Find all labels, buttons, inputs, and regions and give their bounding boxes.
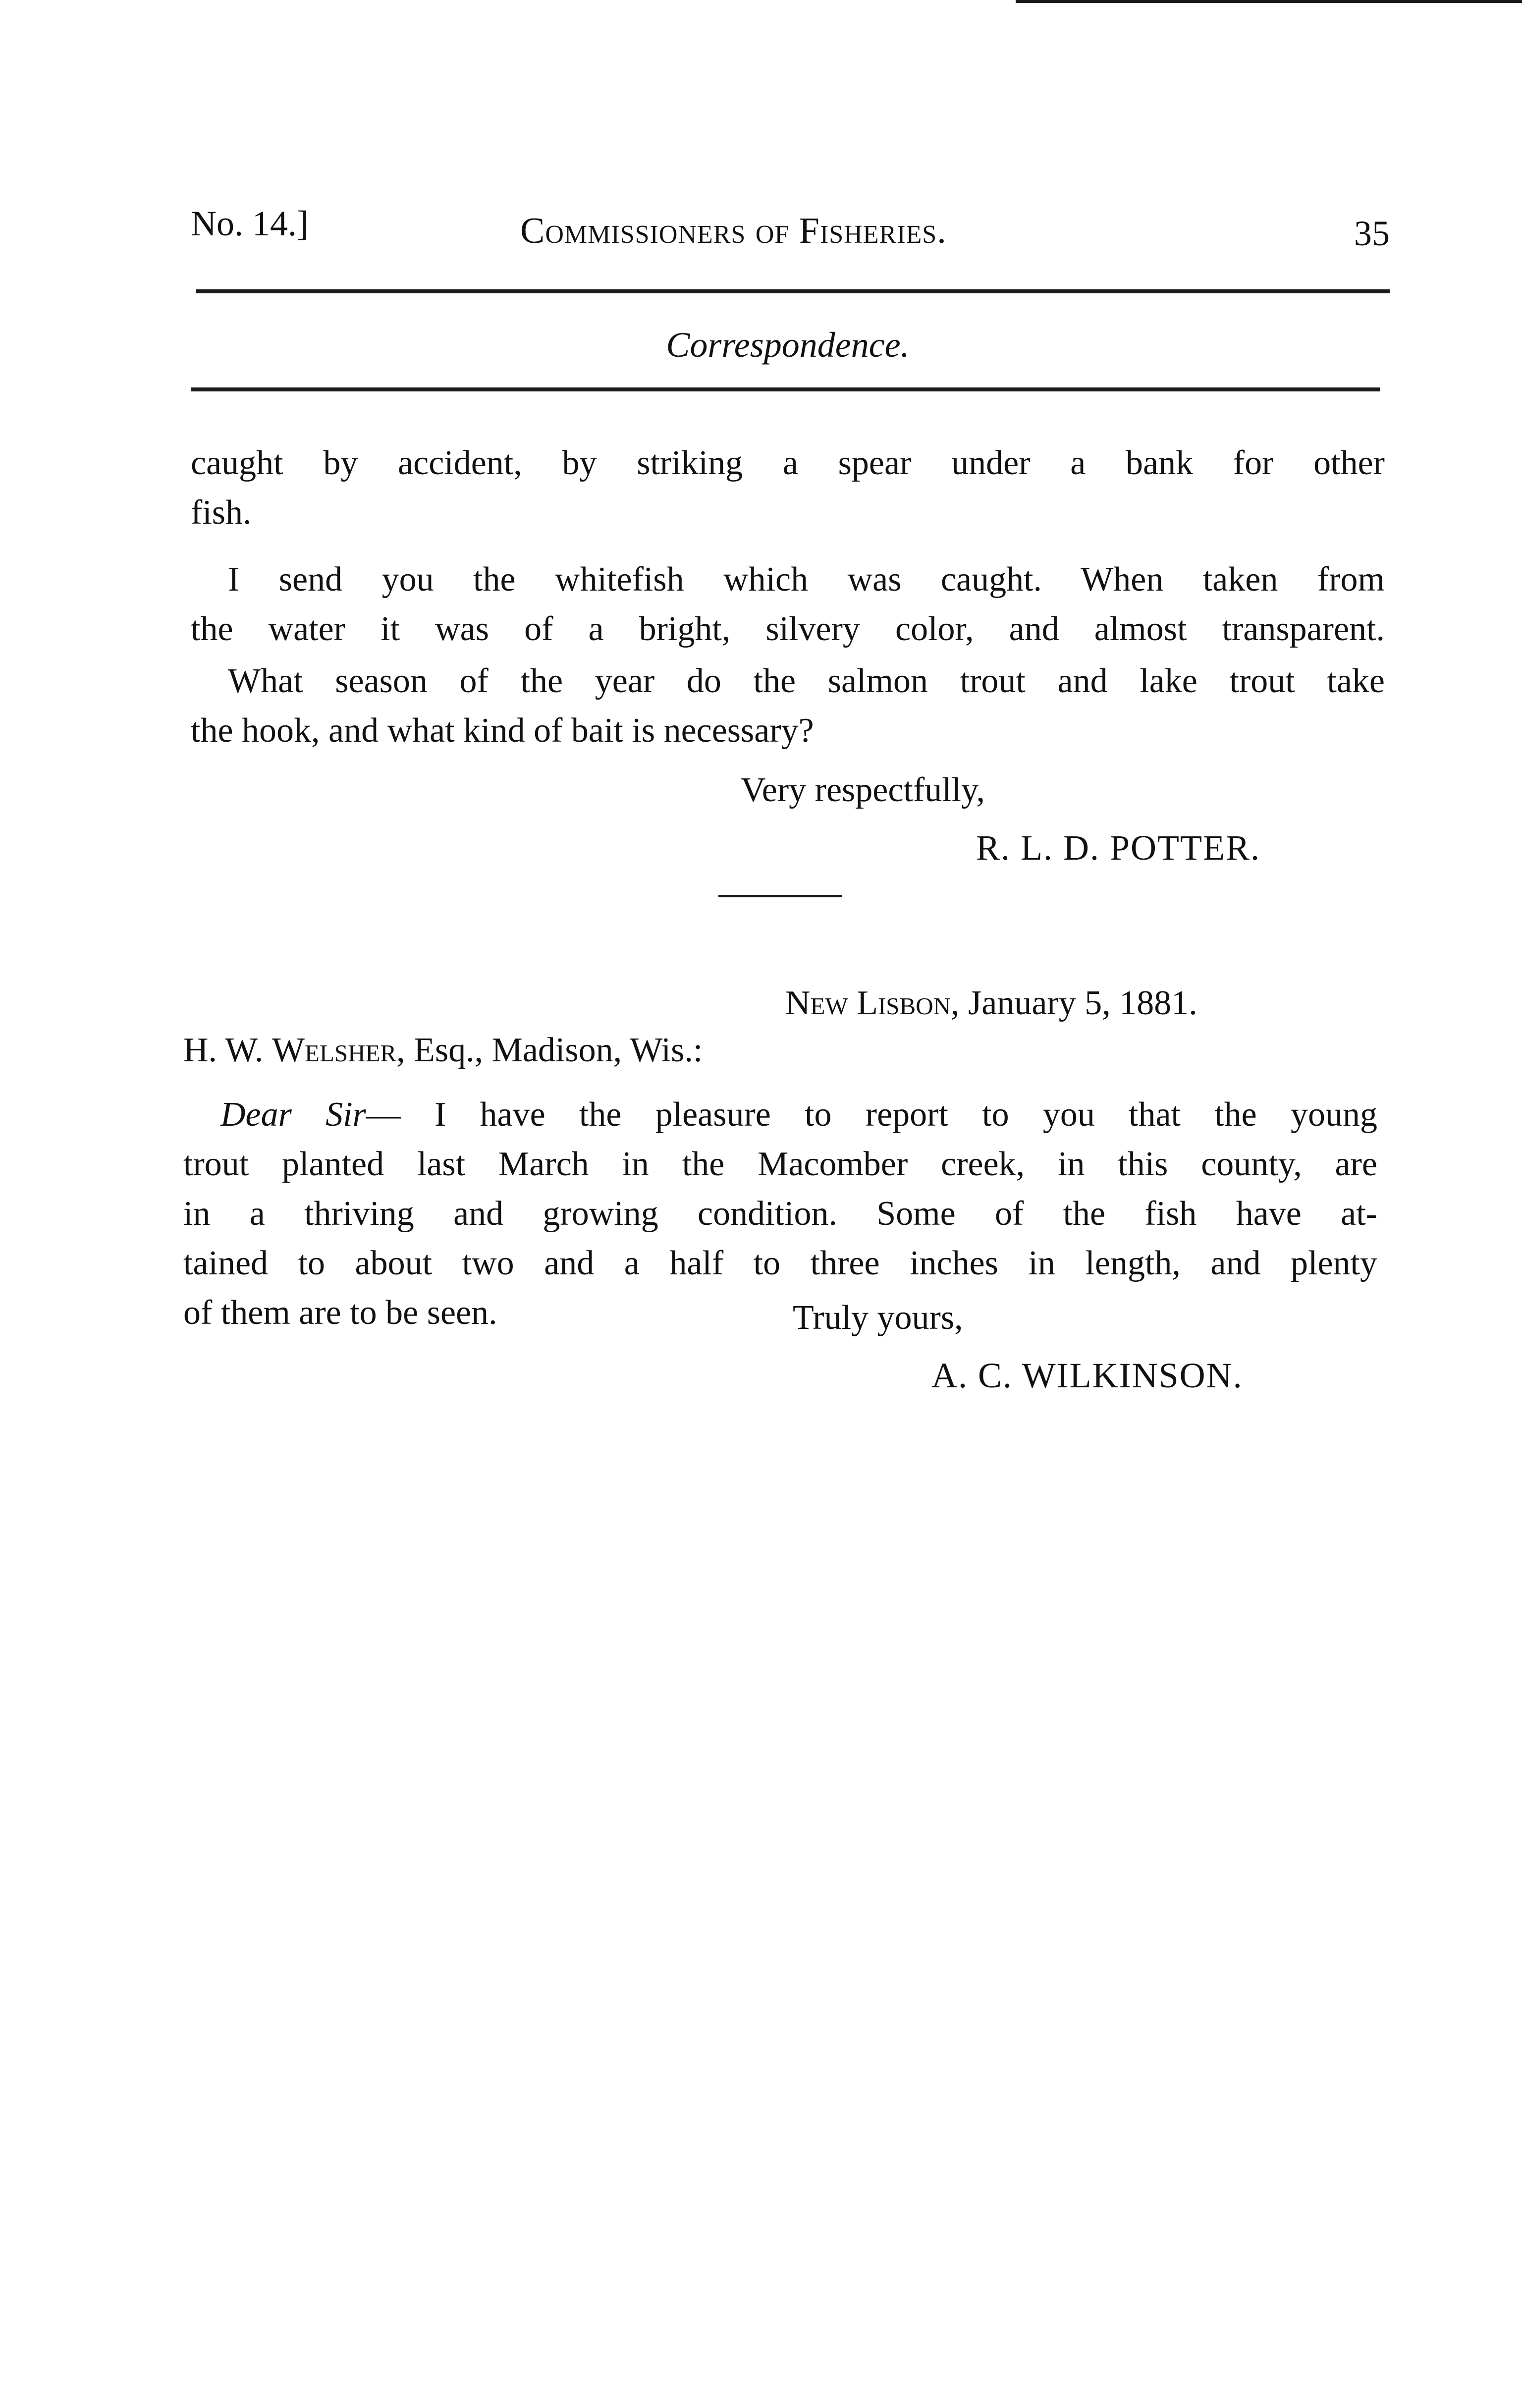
letter2-line-5: of them are to be seen. — [183, 1294, 497, 1332]
header-rule-bottom — [191, 387, 1380, 391]
page-header — [191, 203, 1390, 258]
addressee-rest: , Esq., Madison, Wis.: — [396, 1031, 703, 1069]
letter2-closing: Truly yours, — [793, 1299, 963, 1337]
letter2-line-2: trout planted last March in the Macomber creek, in this county, are — [183, 1145, 1377, 1183]
letter2-line-3: in a thriving and growing condition. Some of the fish have at- — [183, 1195, 1377, 1233]
letter2-line-1 — [220, 1090, 1377, 1140]
letter2-dateline — [785, 979, 1197, 1028]
letter2-place: New Lisbon — [785, 984, 951, 1022]
letter1-line-6: the hook, and what kind of bait is necessary? — [191, 711, 814, 750]
letter1-line-1: caught by accident, by striking a spear under a bank for other — [191, 444, 1385, 482]
letter2-date: , January 5, 1881. — [951, 984, 1197, 1022]
running-title: Commissioners of Fisheries. — [520, 211, 947, 251]
addressee-name: Welsher — [272, 1031, 397, 1069]
letter1-line-3: I send you the whitefish which was caught. When taken from — [228, 560, 1385, 599]
letter1-closing: Very respectfully, — [741, 771, 985, 809]
header-rule-top — [196, 289, 1390, 293]
page-number: 35 — [1354, 214, 1390, 253]
salutation: Dear Sir — [220, 1095, 366, 1134]
addressee-initials: H. W. — [183, 1031, 272, 1069]
section-title: Correspondence. — [666, 325, 910, 365]
letter2-line-4: tained to about two and a half to three inches in length, and plenty — [183, 1244, 1377, 1282]
letter1-line-2: fish. — [191, 493, 252, 532]
letter-separator — [718, 895, 842, 897]
letter1-line-4: the water it was of a bright, silvery color, and almost transparent. — [191, 610, 1385, 648]
letter1-line-5: What season of the year do the salmon trout and lake trout take — [228, 662, 1385, 700]
letter2-signature: A. C. WILKINSON. — [931, 1356, 1243, 1395]
report-number: No. 14.] — [191, 204, 309, 243]
letter1-signature: R. L. D. POTTER. — [976, 828, 1261, 868]
letter2-line-1-text: — I have the pleasure to report to you that the young — [366, 1095, 1377, 1134]
scan-edge — [1016, 0, 1522, 3]
letter2-addressee — [183, 1026, 703, 1075]
